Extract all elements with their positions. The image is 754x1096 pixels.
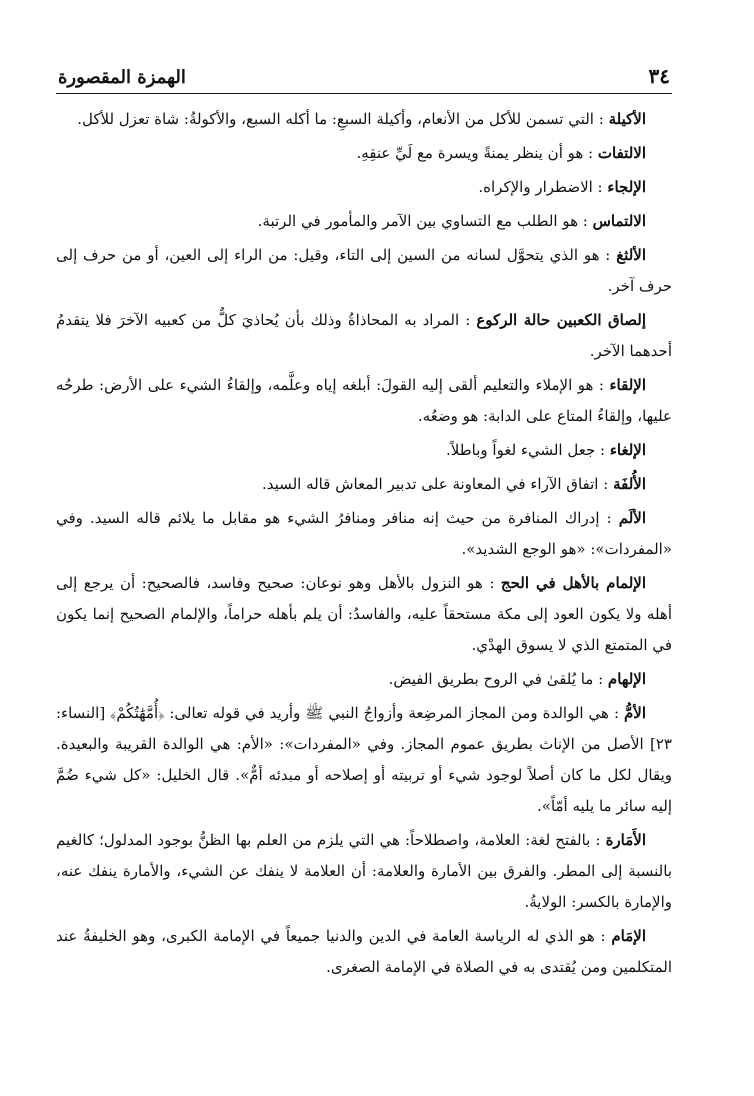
entry-definition: : إدراك المنافرة من حيث إنه منافر ومنافرُ الشيء هو مقابل ما يلائم قاله السيد. وفي «المفردات»: «هو الوجع الشديد». — [56, 509, 672, 558]
entry-term: الإلهام — [607, 670, 646, 688]
running-title: الهمزة المقصورة — [58, 67, 186, 88]
entry-definition: : اتفاق الآراء في المعاونة على تدبير المعاش قاله السيد. — [262, 475, 609, 493]
entry-definition: : التي تسمن للأكل من الأنعام، وأكيلة السبعِ: ما أكله السبع، والأكولةُ: شاة تعزل للأكل. — [77, 110, 604, 128]
entry-iljaa — [56, 172, 672, 203]
entry-definition: : الاضطرار والإكراه. — [478, 178, 603, 196]
entry-akila — [56, 104, 672, 135]
entry-definition: : هو الطلب مع التساوي بين الآمر والمأمور في الرتبة. — [257, 212, 588, 230]
entry-definition: : جعل الشيء لغواً وباطلاً. — [446, 441, 606, 459]
entry-definition: : هو الإملاء والتعليم ألقى إليه القولَ: أبلغه إياه وعلَّمه، وإلقاءُ الشيء على الأرض: طرحُه عليها، وإلقاءُ المتاع على الدابة: هو وضعُه. — [56, 376, 672, 425]
entry-term: الإلقاء — [609, 376, 646, 394]
entry-definition: : هو النزول بالأهل وهو نوعان: صحيح وفاسد، فالصحيح: أن يرجع إلى أهله ولا يكون العود إلى مكة مستحقاً عليه، والفاسدُ: أن يلم بأهله حراماً، والإلمام الصحيح إنما يكون في المتمتع الذي لا يسوق الهدْي. — [56, 574, 672, 654]
book-page — [56, 48, 672, 1048]
entry-alam — [56, 503, 672, 565]
entry-definition: : هو الذي له الرياسة العامة في الدين والدنيا جميعاً في الإمامة الكبرى، وهو الخليفةُ عند المتكلمين ومن يُقتدى به في الصلاة في الإمامة الصغرى. — [56, 927, 672, 976]
entry-definition: : ما يُلقىٰ في الروح بطريق الفيض. — [388, 670, 604, 688]
entry-iltimas — [56, 206, 672, 237]
entry-term: الأمُّ — [623, 704, 646, 722]
entry-althagh — [56, 240, 672, 302]
header-divider — [56, 93, 672, 94]
entry-definition: : المراد به المحاذاةُ وذلك بأن يُحاذيَ كلٌّ من كعبيه الآخرَ فلا يتقدمُ أحدهما الآخر. — [56, 311, 672, 360]
page-header — [56, 48, 672, 92]
entry-definition: : هو الذي يتحوَّل لسانه من السين إلى التاء، وقيل: من الراء إلى العين، أو من حرف إلى حرف آخر. — [56, 246, 672, 295]
entry-definition: : هي الوالدة ومن المجاز المرضِعة وأزواجُ النبي ﷺ وأريد في قوله تعالى: ﴿أُمَّهَٰتُكُمْ﴾ [النساء: ٢٣] الأصل من الإناث بطريق عموم المجاز. وفي «المفردات»: «الأم: هي الوالدة القريبة والبعيدة. ويقال لكل ما كان أصلاً لوجود شيء أو تربيته أو إصلاحه أو مبدئه أمٌّ». قال الخليل: «كل شيء ضُمَّ إليه سائر ما يليه أمّاً». — [56, 704, 672, 815]
entry-term: الأُلفَة — [613, 475, 646, 493]
entry-ulfa — [56, 469, 672, 500]
entry-ilham — [56, 664, 672, 695]
entry-definition: : هو أن ينظر يمنةً ويسرة مع لَيِّ عنقِهِ. — [356, 144, 594, 162]
entry-imam — [56, 921, 672, 983]
entry-term: الإلمام بالأهل في الحج — [500, 574, 646, 592]
entry-term: الإلجاء — [607, 178, 646, 196]
entry-term: الالتماس — [592, 212, 646, 230]
entry-ilmam-bil-ahl — [56, 568, 672, 661]
entry-term: الألَم — [618, 509, 646, 527]
entry-term: الأَمَارة — [605, 831, 646, 849]
entry-ilqaa — [56, 370, 672, 432]
entry-term: الأكيلة — [608, 110, 646, 128]
entry-umm — [56, 698, 672, 822]
dictionary-entries — [56, 104, 672, 983]
entry-ilsaq-alkabayn — [56, 305, 672, 367]
entry-term: الإمَام — [611, 927, 646, 945]
entry-ilghaa — [56, 435, 672, 466]
entry-amara — [56, 825, 672, 918]
entry-term: الألثغ — [616, 246, 646, 264]
entry-definition: : بالفتح لغة: العلامة، واصطلاحاً: هي التي يلزم من العلم بها الظنُّ بوجود المدلول؛ كالغيم بالنسبة إلى المطر. والفرق بين الأمارة والعلامة: أن العلامة لا ينفك عن الشيء، والأمارة ينفك عنه، والإمارة بالكسر: الولايةُ. — [56, 831, 672, 911]
entry-term: الإلغاء — [609, 441, 646, 459]
entry-term: إلصاق الكعبين حالة الركوع — [476, 311, 646, 329]
entry-iltifat — [56, 138, 672, 169]
page-number: ٣٤ — [648, 64, 670, 88]
entry-term: الالتفات — [597, 144, 646, 162]
